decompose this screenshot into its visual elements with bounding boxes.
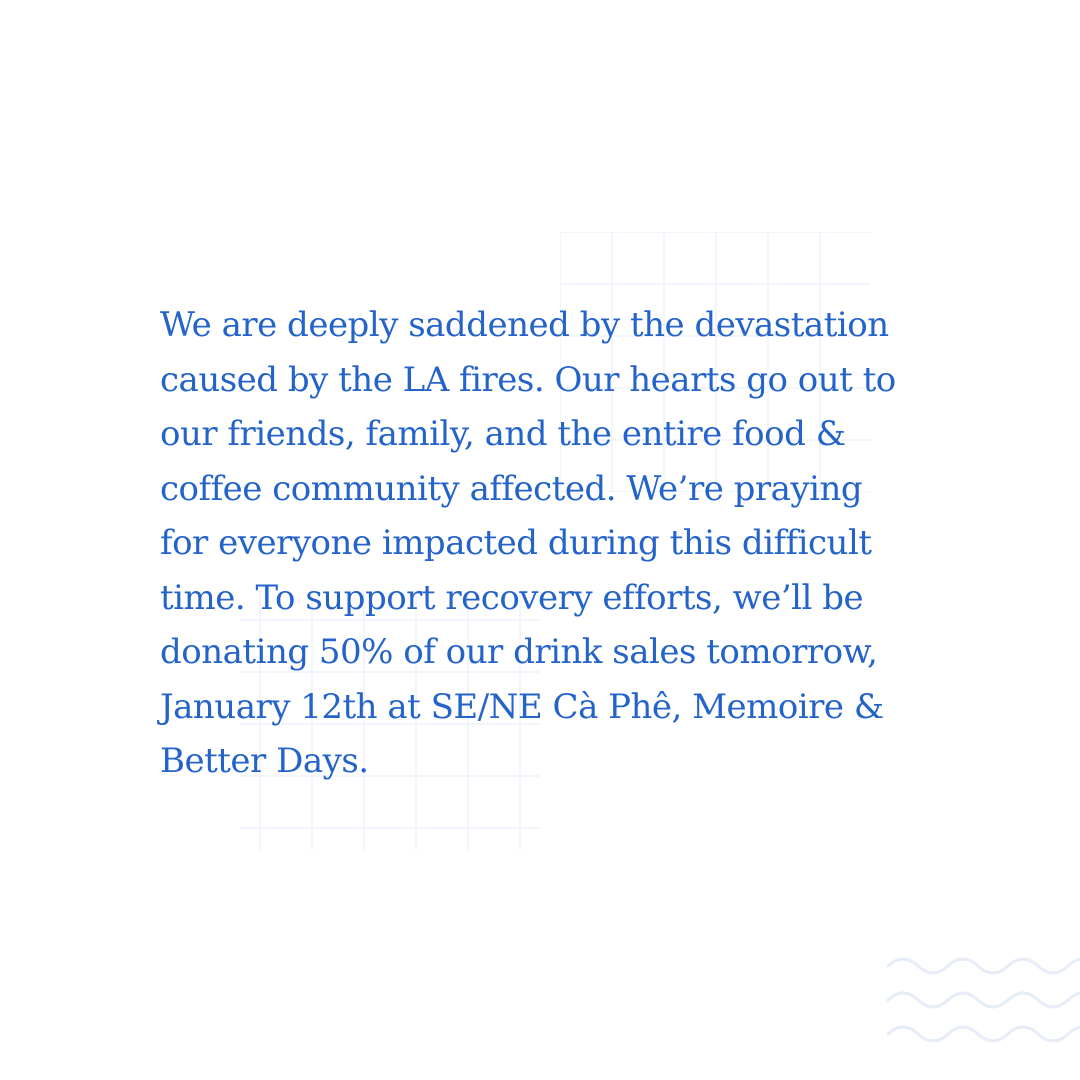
wave-lines-icon [884, 948, 1080, 1058]
announcement-line: time. To support recovery efforts, we’ll be [160, 577, 864, 618]
announcement-line: our friends, family, and the entire food & [160, 414, 846, 454]
announcement-line: Better Days. [160, 741, 369, 781]
announcement-line: for everyone impacted during this difficult [160, 523, 872, 563]
announcement-text [160, 298, 960, 789]
announcement-line: January 12th at SE/NE Cà Phê, Memoire & [160, 686, 884, 727]
announcement-line: caused by the LA fires. Our hearts go out to [160, 359, 896, 400]
announcement-line: We are deeply saddened by the devastation [160, 305, 889, 345]
announcement-line: coffee community affected. We’re praying [160, 468, 863, 509]
announcement-line: donating 50% of our drink sales tomorrow, [160, 632, 878, 672]
